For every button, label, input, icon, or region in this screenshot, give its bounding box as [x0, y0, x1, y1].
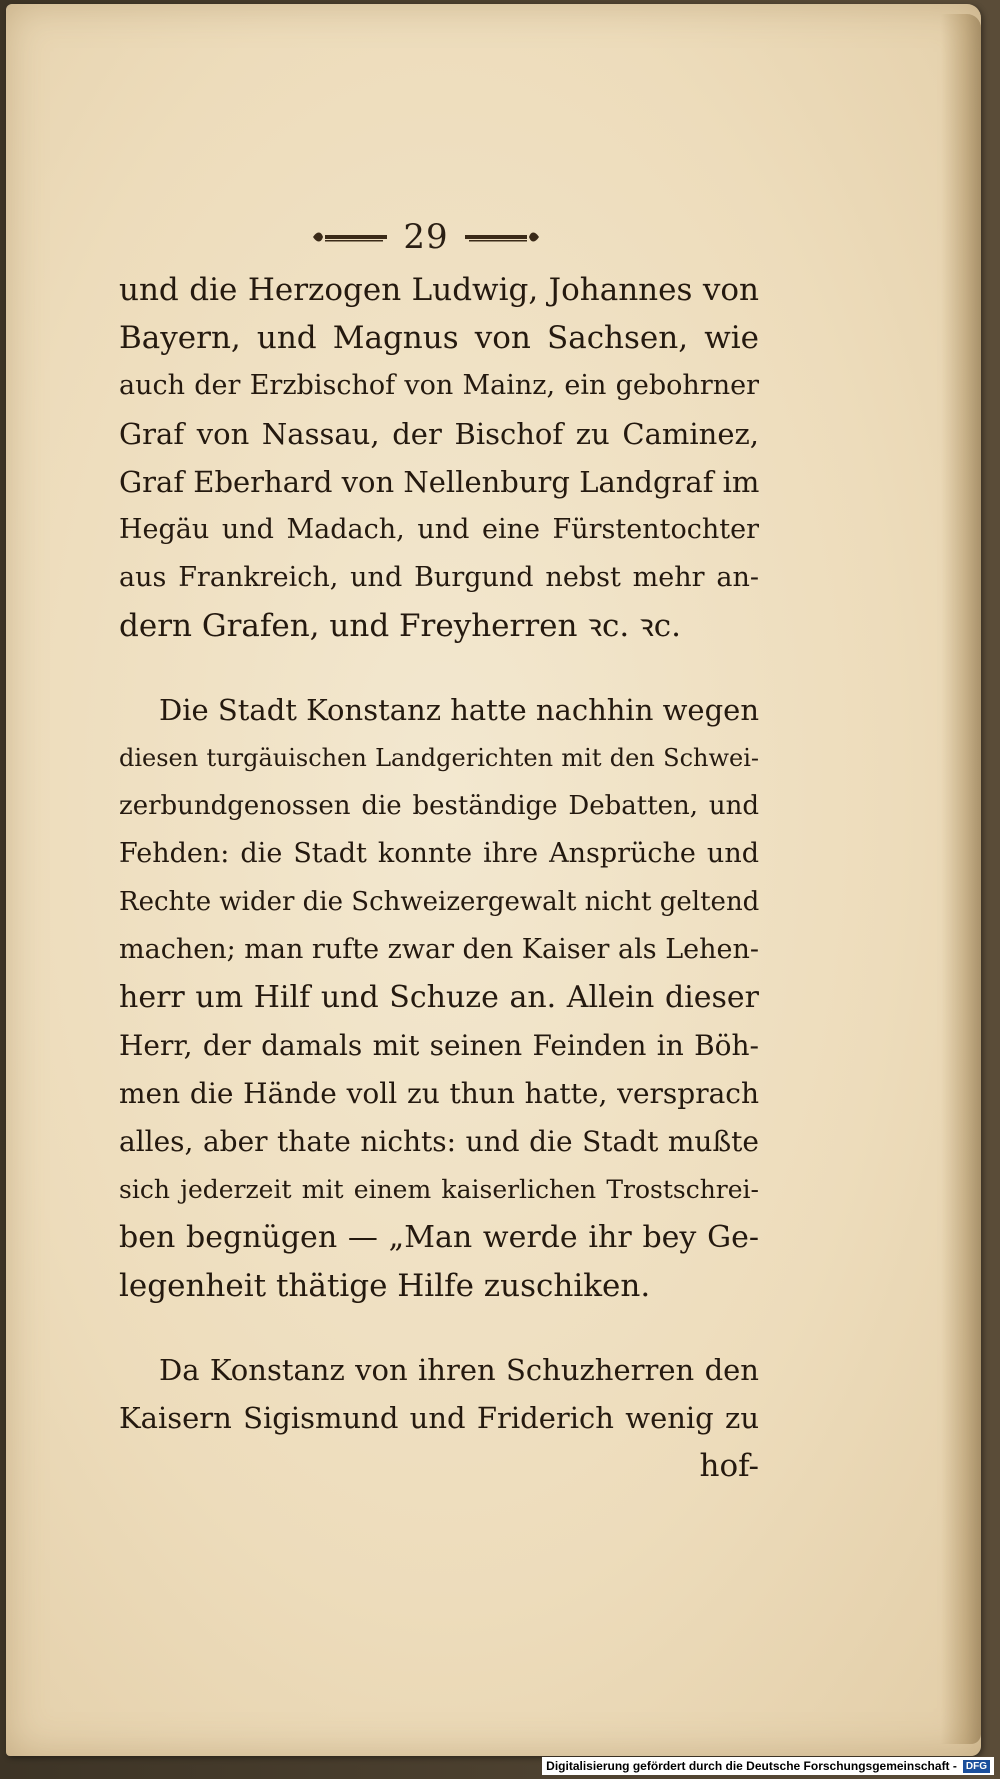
text-line: herr um Hilf und Schuze an. Allein dieser — [119, 980, 759, 1015]
book-page — [6, 4, 981, 1756]
text-line: aus Frankreich, und Burgund nebst mehr an- — [119, 562, 759, 593]
text-line: auch der Erzbischof von Mainz, ein gebohrner — [119, 370, 759, 401]
text-line: Herr, der damals mit seinen Feinden in Böh- — [119, 1029, 759, 1062]
text-line: dern Grafen, und Freyherren ꝛc. ꝛc. — [119, 608, 681, 644]
text-line: Rechte wider die Schweizergewalt nicht geltend — [119, 887, 759, 917]
paragraph-2 — [119, 686, 759, 1310]
catchword: hof- — [699, 1448, 759, 1484]
text-line: diesen turgäuischen Landgerichten mit den Schwei- — [119, 744, 759, 772]
paragraph-1 — [119, 266, 759, 650]
text-line: Fehden: die Stadt konnte ihre Ansprüche und — [119, 838, 759, 869]
dfg-logo-icon: DFG — [963, 1760, 990, 1773]
digitization-credit — [542, 1757, 994, 1775]
text-line: Kaisern Sigismund und Friderich wenig zu — [119, 1401, 759, 1435]
page-number: 29 — [403, 217, 449, 257]
text-line: Graf von Nassau, der Bischof zu Caminez, — [119, 417, 759, 451]
text-line: Graf Eberhard von Nellenburg Landgraf im — [119, 465, 759, 499]
text-line: sich jederzeit mit einem kaiserlichen Trostschrei- — [119, 1175, 759, 1204]
credit-text: Digitalisierung gefördert durch die Deutsche Forschungsgemeinschaft - — [546, 1759, 957, 1773]
text-line: und die Herzogen Ludwig, Johannes von — [119, 272, 759, 308]
text-line: Da Konstanz von ihren Schuzherren den — [159, 1353, 759, 1387]
text-line: ben begnügen — „Man werde ihr bey Ge- — [119, 1220, 759, 1255]
text-line: legenheit thätige Hilfe zuschiken. — [119, 1268, 651, 1304]
text-line: machen; man rufte zwar den Kaiser als Lehen- — [119, 934, 759, 965]
left-ornament-icon — [311, 229, 389, 245]
text-line: Hegäu und Madach, und eine Fürstentochter — [119, 514, 759, 545]
text-line: Die Stadt Konstanz hatte nachhin wegen — [159, 693, 759, 727]
text-line: men die Hände voll zu thun hatte, versprach — [119, 1077, 759, 1110]
right-ornament-icon — [463, 229, 541, 245]
page-header — [276, 212, 576, 262]
text-line: Bayern, und Magnus von Sachsen, wie — [119, 320, 759, 356]
text-line: alles, aber thate nichts: und die Stadt mußte — [119, 1125, 759, 1158]
text-line: zerbundgenossen die beständige Debatten, und — [119, 791, 759, 821]
paragraph-3 — [119, 1346, 759, 1490]
page-edge-shadow — [941, 14, 981, 1744]
page-body — [119, 266, 759, 1490]
